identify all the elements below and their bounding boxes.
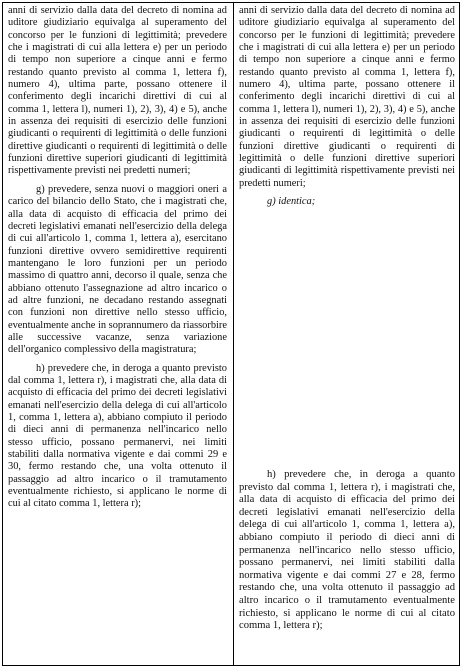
left-paragraph-1: anni di servizio dalla data del decreto di nomina ad uditore giudiziario equivalga al superamento del concorso per le funzioni di legittimità; prevedere che i magistrati di cui alla lettera e) per un periodo di tempo non superiore a cinque anni e fermo restando quanto previsto al comma 1, lettera f), numero 4), ultima parte, possano ottenere il conferimento degli incarichi direttivi di cui al comma 1, lettera l), numeri 1), 2), 3), 4) e 5), anche in assenza dei requisiti di esercizio delle funzioni giudicanti o requirenti di legittimità o delle funzioni direttive giudicanti o requirenti di legittimità o delle funzioni direttive superiori giudicanti di legittimità rispettivamente previsti nei predetti numeri; [8,5,227,177]
right-paragraph-h: h) prevedere che, in deroga a quanto previsto dal comma 1, lettera r), i magistrati che, alla data di acquisto di efficacia del primo dei decreti legislativi emanati nell'esercizio della delega di cui all'articolo 1, comma 1, lettera a), abbiano compiuto il periodo di dieci anni di permanenza nell'incarico nello stesso ufficio, possano permanervi, nei limiti stabiliti dalla normativa vigente e dai commi 27 e 28, fermo restando che, una volta ottenuto il passaggio ad altro incarico o il tramutamento eventualmente richiesto, si applicano le norme di cui al citato comma 1, lettera r); [239,469,455,632]
right-column [234,3,461,665]
left-paragraph-g: g) prevedere, senza nuovi o maggiori oneri a carico del bilancio dello Stato, che i magistrati che, alla data di acquisto di efficacia del primo dei decreti legislativi emanati nell'esercizio della delega di cui all'articolo 1, comma 1, lettera a), esercitano funzioni direttive ovvero semidirettive requirenti mantengano le loro funzioni per un periodo massimo di quattro anni, decorso il quale, senza che abbiano ottenuto l'assegnazione ad altro incarico o ad altre funzioni, ne decadano restando assegnati con funzioni non direttive nello stesso ufficio, eventualmente anche in soprannumero da riassorbire alle successive vacanze, senza variazione dell'organico complessivo della magistratura; [8,183,227,356]
comparison-table [2,2,460,666]
right-paragraph-g: g) identica; [267,196,316,208]
left-paragraph-h: h) prevedere che, in deroga a quanto previsto dal comma 1, lettera r), i magistrati che, alla data di acquisto di efficacia del primo dei decreti legislativi emanati nell'esercizio della delega di cui all'articolo 1, comma 1, lettera a), abbiano compiuto il periodo di dieci anni di permanenza nell'incarico nello stesso ufficio, possano permanervi, nei limiti stabiliti dalla normativa vigente e dai commi 29 e 30, fermo restando che, una volta ottenuto il passaggio ad altro incarico o il tramutamento eventualmente richiesto, si applicano le norme di cui al citato comma 1, lettera r); [8,362,227,510]
right-paragraph-1: anni di servizio dalla data del decreto di nomina ad uditore giudiziario equivalga al superamento del concorso per le funzioni di legittimità; prevedere che i magistrati di cui alla lettera e) per un periodo di tempo non superiore a cinque anni e fermo restando quanto previsto al comma 1, lettera f), numero 4), ultima parte, possano ottenere il conferimento degli incarichi direttivi di cui al comma 1, lettera l), numeri 1), 2), 3), 4) e 5), anche in assenza dei requisiti di esercizio delle funzioni giudicanti o requirenti di legittimità o delle funzioni direttive giudicanti o requirenti di legittimità o delle funzioni direttive superiori giudicanti di legittimità rispettivamente previsti nei predetti numeri; [239,5,455,189]
left-column [3,3,234,665]
